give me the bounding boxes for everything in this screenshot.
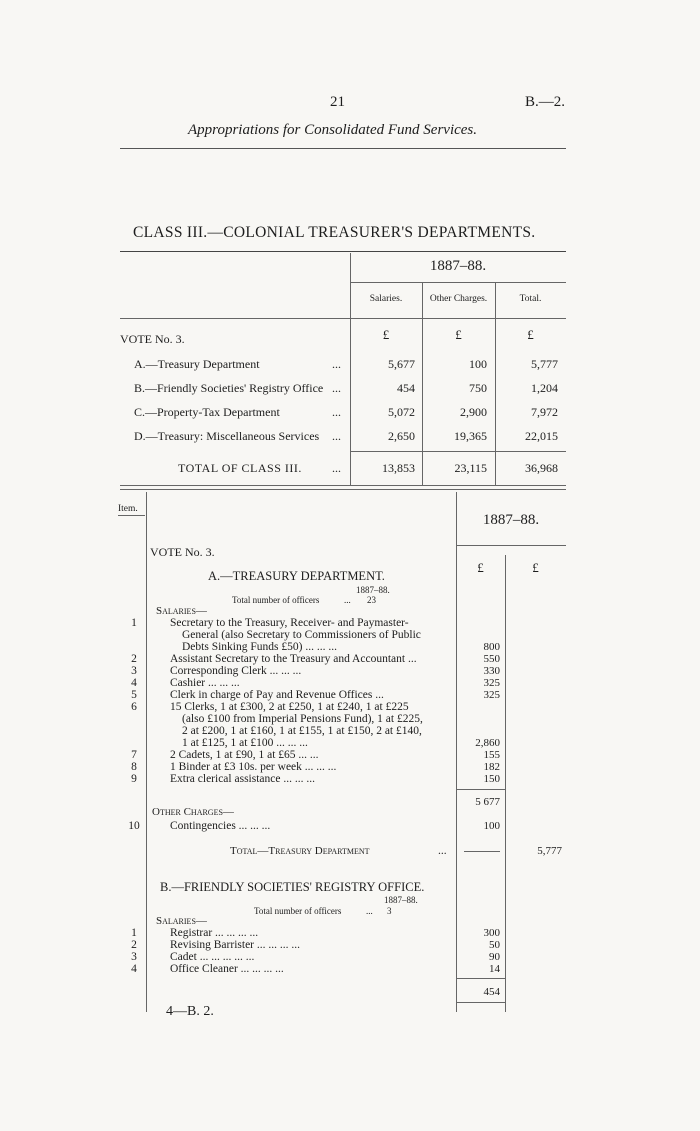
page-number: 21 [330,94,345,110]
salaries-subtotal: 454 [483,986,500,998]
summary-row-label: D.—Treasury: Miscellaneous Services [134,429,320,443]
salaries-heading: Salaries— [156,915,207,927]
summary-year: 1887–88. [429,258,487,274]
item-number: 2 [131,939,137,951]
line-text: Clerk in charge of Pay and Revenue Offices ... [170,689,384,701]
page-reference: B.—2. [525,94,566,110]
officers-year: 1887–88. [356,585,390,595]
item-number: 10 [128,820,140,832]
amount-column-divider [505,555,506,1012]
officers-year: 1887–88. [384,895,418,905]
line-text: 1 Binder at £3 10s. per week ... ... ... [170,761,337,773]
cell-other-charges: 2,900 [460,405,487,419]
cell-total: 22,015 [525,429,558,443]
line-amount: 550 [483,653,500,665]
line-amount: 14 [489,963,500,975]
leader-dots: ... [332,357,341,371]
leader-dots: ... [332,429,341,443]
total-other-charges: 23,115 [454,461,487,475]
summary-bottom-rule-2 [120,489,566,490]
leader-dots: ... [366,906,373,916]
salaries-subtotal: 5 677 [475,796,500,808]
col-header-salaries: Salaries. [369,294,403,304]
header-rule [120,148,566,149]
line-text: Assistant Secretary to the Treasury and Accountant ... [170,653,417,665]
summary-col-divider [422,282,423,485]
leader-dots: ... [332,461,341,475]
section-a-total-label: Total—Treasury Department [230,845,370,857]
total-total: 36,968 [525,461,558,475]
total-salaries: 13,853 [382,461,415,475]
section-a-total: 5,777 [537,845,562,857]
currency-symbol: £ [477,560,484,575]
currency-symbol: £ [455,327,462,342]
line-amount: 800 [483,641,500,653]
line-text: Revising Barrister ... ... ... ... [170,939,300,951]
line-amount: 325 [483,689,500,701]
cell-other-charges: 100 [469,357,487,371]
summary-header-rule [120,318,566,319]
line-text: (also £100 from Imperial Pensions Fund), 1 at £225, [182,713,423,725]
salaries-heading: Salaries— [156,605,207,617]
officers-count: 3 [387,906,392,916]
line-text: Secretary to the Treasury, Receiver- and Paymaster- [170,617,409,629]
summary-bottom-rule [120,485,566,486]
line-amount: 100 [483,820,500,832]
vote-label: VOTE No. 3. [120,332,185,346]
currency-symbol: £ [532,560,539,575]
page-footer: 4—B. 2. [166,1004,214,1019]
line-amount: 150 [483,773,500,785]
line-text: Contingencies ... ... ... [170,820,271,832]
line-text: 2 at £200, 1 at £160, 1 at £155, 1 at £150, 2 at £140, [182,725,422,737]
cell-total: 1,204 [531,381,558,395]
leader-dots: ... [438,845,447,857]
summary-row-label: A.—Treasury Department [134,357,260,371]
summary-row-label: C.—Property-Tax Department [134,405,280,419]
item-number: 5 [131,689,137,701]
cell-other-charges: 19,365 [454,429,487,443]
item-number: 6 [131,701,137,713]
line-amount: 2,860 [475,737,500,749]
leader-dots: ... [332,405,341,419]
currency-symbol: £ [527,327,534,342]
line-text: Debts Sinking Funds £50) ... ... ... [182,641,337,653]
line-amount: 325 [483,677,500,689]
detail-vote-label: VOTE No. 3. [150,545,215,559]
currency-symbol: £ [382,327,390,342]
other-charges-heading: Other Charges— [152,806,234,818]
section-a-title: A.—TREASURY DEPARTMENT. [208,569,385,583]
line-amount: 50 [489,939,500,951]
cell-salaries: 2,650 [388,429,415,443]
line-amount: 330 [483,665,500,677]
line-text: 15 Clerks, 1 at £300, 2 at £250, 1 at £240, 1 at £225 [170,701,409,713]
item-number: 1 [131,617,137,629]
total-dash [464,851,500,852]
line-text: 1 at £125, 1 at £100 ... ... ... [182,737,308,749]
cell-salaries: 5,072 [388,405,415,419]
line-amount: 182 [483,761,500,773]
class-title: CLASS III.—COLONIAL TREASURER'S DEPARTMENTS. [133,224,536,241]
cell-salaries: 5,677 [388,357,415,371]
item-column-header: Item. [118,504,138,514]
cell-total: 7,972 [531,405,558,419]
officers-count: 23 [367,595,376,605]
section-b-title: B.—FRIENDLY SOCIETIES' REGISTRY OFFICE. [160,880,425,894]
item-number: 4 [131,963,137,975]
page-subtitle: Appropriations for Consolidated Fund Services. [188,122,478,138]
leader-dots: ... [344,595,351,605]
item-number: 3 [131,951,137,963]
detail-year: 1887–88. [482,512,540,528]
line-text: Cadet ... ... ... ... ... [170,951,255,963]
subtotal-rule [456,1002,505,1003]
officers-label: Total number of officers [254,906,342,916]
summary-col-divider [495,282,496,485]
summary-total-label: TOTAL OF CLASS III. [178,461,302,475]
item-column-border [146,492,147,1012]
officers-label: Total number of officers [232,595,320,605]
line-text: Corresponding Clerk ... ... ... [170,665,302,677]
item-number: 7 [131,749,137,761]
subtotal-rule [456,978,505,979]
cell-other-charges: 750 [469,381,487,395]
subtotal-rule [456,789,505,790]
class-title-rule [120,251,566,252]
item-number: 2 [131,653,137,665]
line-amount: 300 [483,927,500,939]
item-number: 9 [131,773,137,785]
summary-row-label: B.—Friendly Societies' Registry Office [134,381,324,395]
line-text: 2 Cadets, 1 at £90, 1 at £65 ... ... [170,749,319,761]
cell-total: 5,777 [531,357,558,371]
line-text: Extra clerical assistance ... ... ... [170,773,315,785]
col-header-total: Total. [519,294,542,304]
item-number: 1 [131,927,137,939]
line-text: Cashier ... ... ... [170,677,240,689]
item-number: 8 [131,761,137,773]
detail-year-rule [456,545,566,546]
line-amount: 90 [489,951,500,963]
col-header-other-charges: Other Charges. [429,294,488,304]
line-text: General (also Secretary to Commissioners of Public [182,629,421,641]
item-number: 4 [131,677,137,689]
summary-year-rule [350,282,566,283]
line-text: Office Cleaner ... ... ... ... [170,963,284,975]
line-amount: 155 [483,749,500,761]
item-header-rule [118,515,145,516]
line-text: Registrar ... ... ... ... [170,927,259,939]
total-rule [350,451,566,452]
cell-salaries: 454 [397,381,415,395]
item-number: 3 [131,665,137,677]
leader-dots: ... [332,381,341,395]
